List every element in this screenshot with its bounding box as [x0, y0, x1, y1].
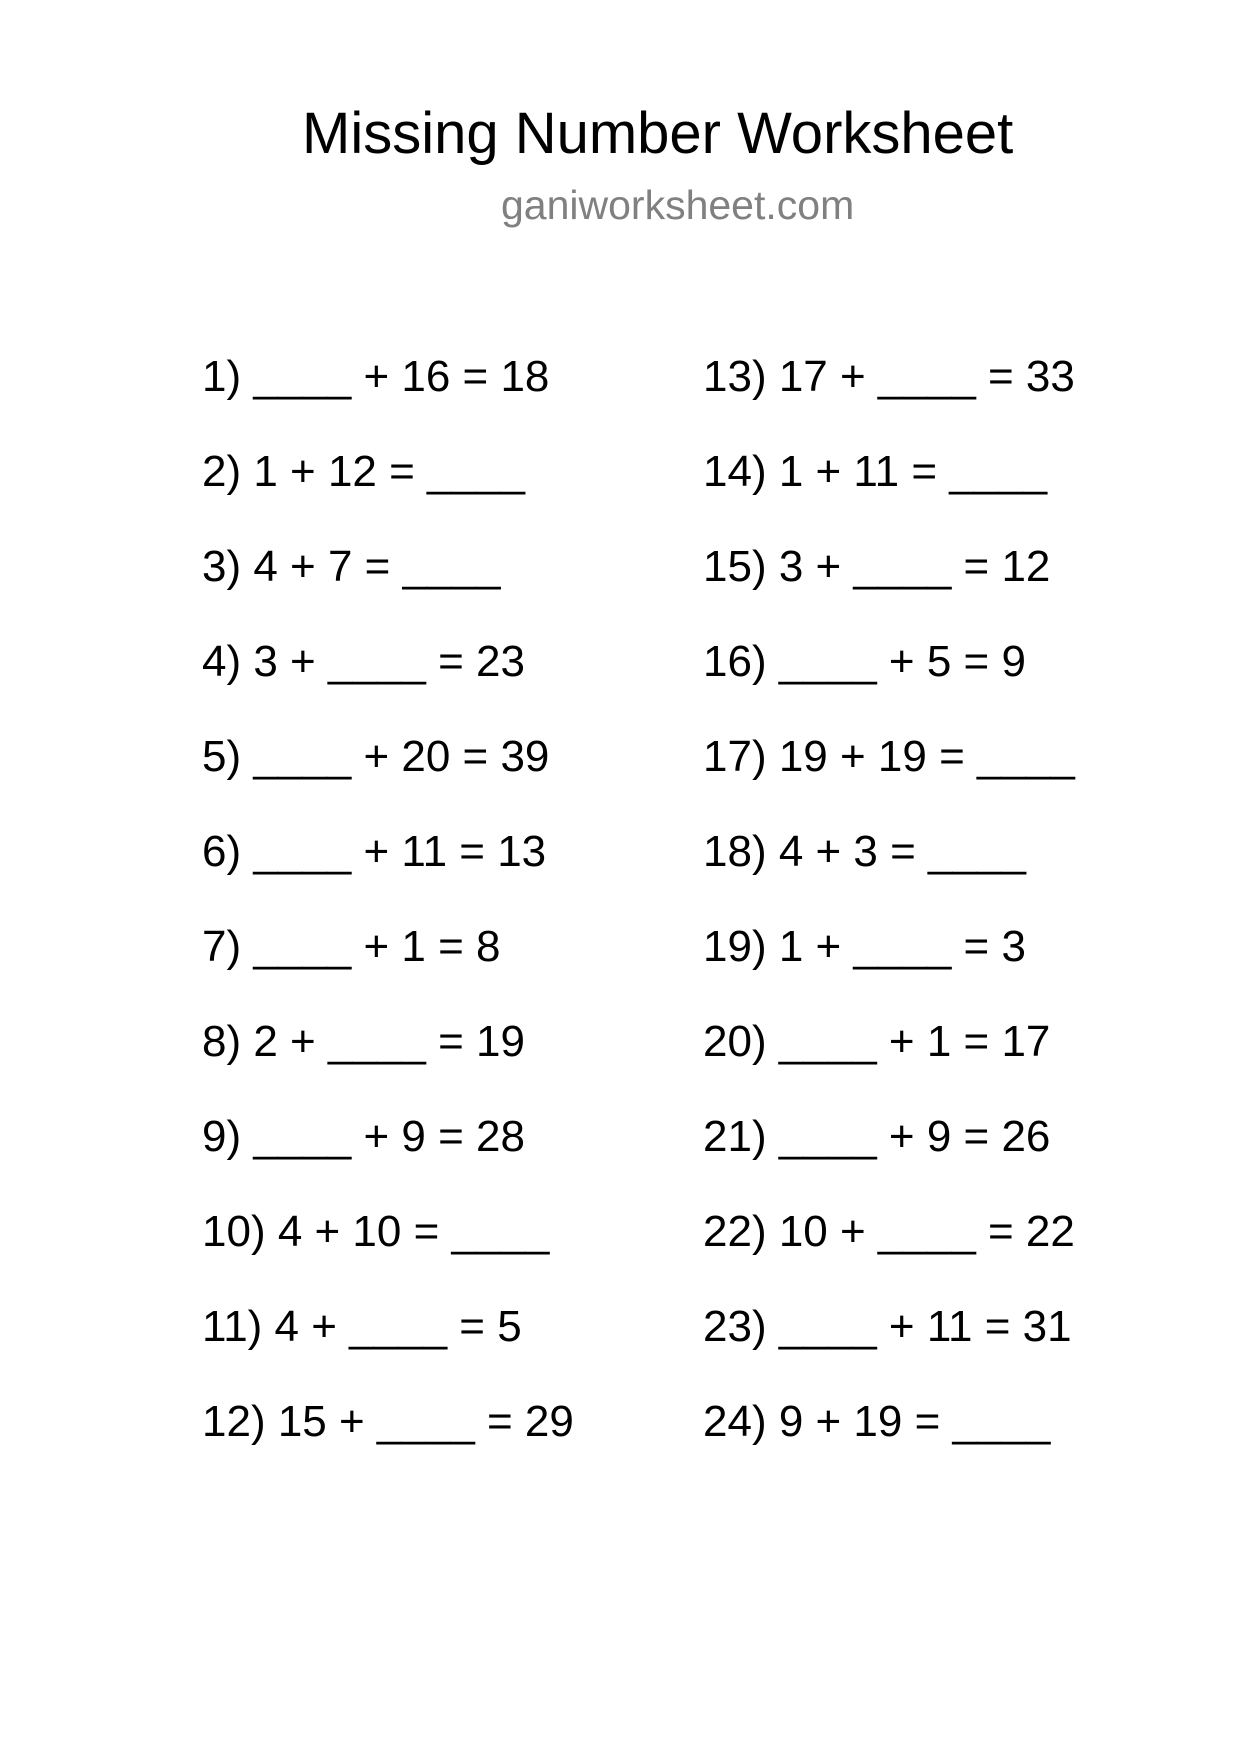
problem-21: 21) ____ + 9 = 26: [703, 1112, 1051, 1161]
problem-9: 9) ____ + 9 = 28: [202, 1112, 525, 1161]
problem-11: 11) 4 + ____ = 5: [202, 1302, 522, 1351]
problem-18: 18) 4 + 3 = ____: [703, 827, 1026, 876]
worksheet-title: Missing Number Worksheet: [302, 101, 1014, 166]
website-subtitle: ganiworksheet.com: [501, 182, 855, 228]
problem-19: 19) 1 + ____ = 3: [703, 922, 1026, 971]
problem-10: 10) 4 + 10 = ____: [202, 1207, 550, 1256]
problem-23: 23) ____ + 11 = 31: [703, 1302, 1072, 1351]
problem-24: 24) 9 + 19 = ____: [703, 1397, 1051, 1446]
problem-6: 6) ____ + 11 = 13: [202, 827, 547, 876]
problem-1: 1) ____ + 16 = 18: [202, 352, 550, 401]
problem-3: 3) 4 + 7 = ____: [202, 542, 501, 591]
problem-17: 17) 19 + 19 = ____: [703, 732, 1075, 781]
problem-8: 8) 2 + ____ = 19: [202, 1017, 525, 1066]
problem-12: 12) 15 + ____ = 29: [202, 1397, 574, 1446]
problem-4: 4) 3 + ____ = 23: [202, 637, 525, 686]
problem-13: 13) 17 + ____ = 33: [703, 352, 1075, 401]
problem-16: 16) ____ + 5 = 9: [703, 637, 1026, 686]
problem-22: 22) 10 + ____ = 22: [703, 1207, 1075, 1256]
problem-2: 2) 1 + 12 = ____: [202, 447, 525, 496]
problem-14: 14) 1 + 11 = ____: [703, 447, 1048, 496]
problem-15: 15) 3 + ____ = 12: [703, 542, 1051, 591]
problem-5: 5) ____ + 20 = 39: [202, 732, 550, 781]
problem-20: 20) ____ + 1 = 17: [703, 1017, 1051, 1066]
problem-7: 7) ____ + 1 = 8: [202, 922, 501, 971]
